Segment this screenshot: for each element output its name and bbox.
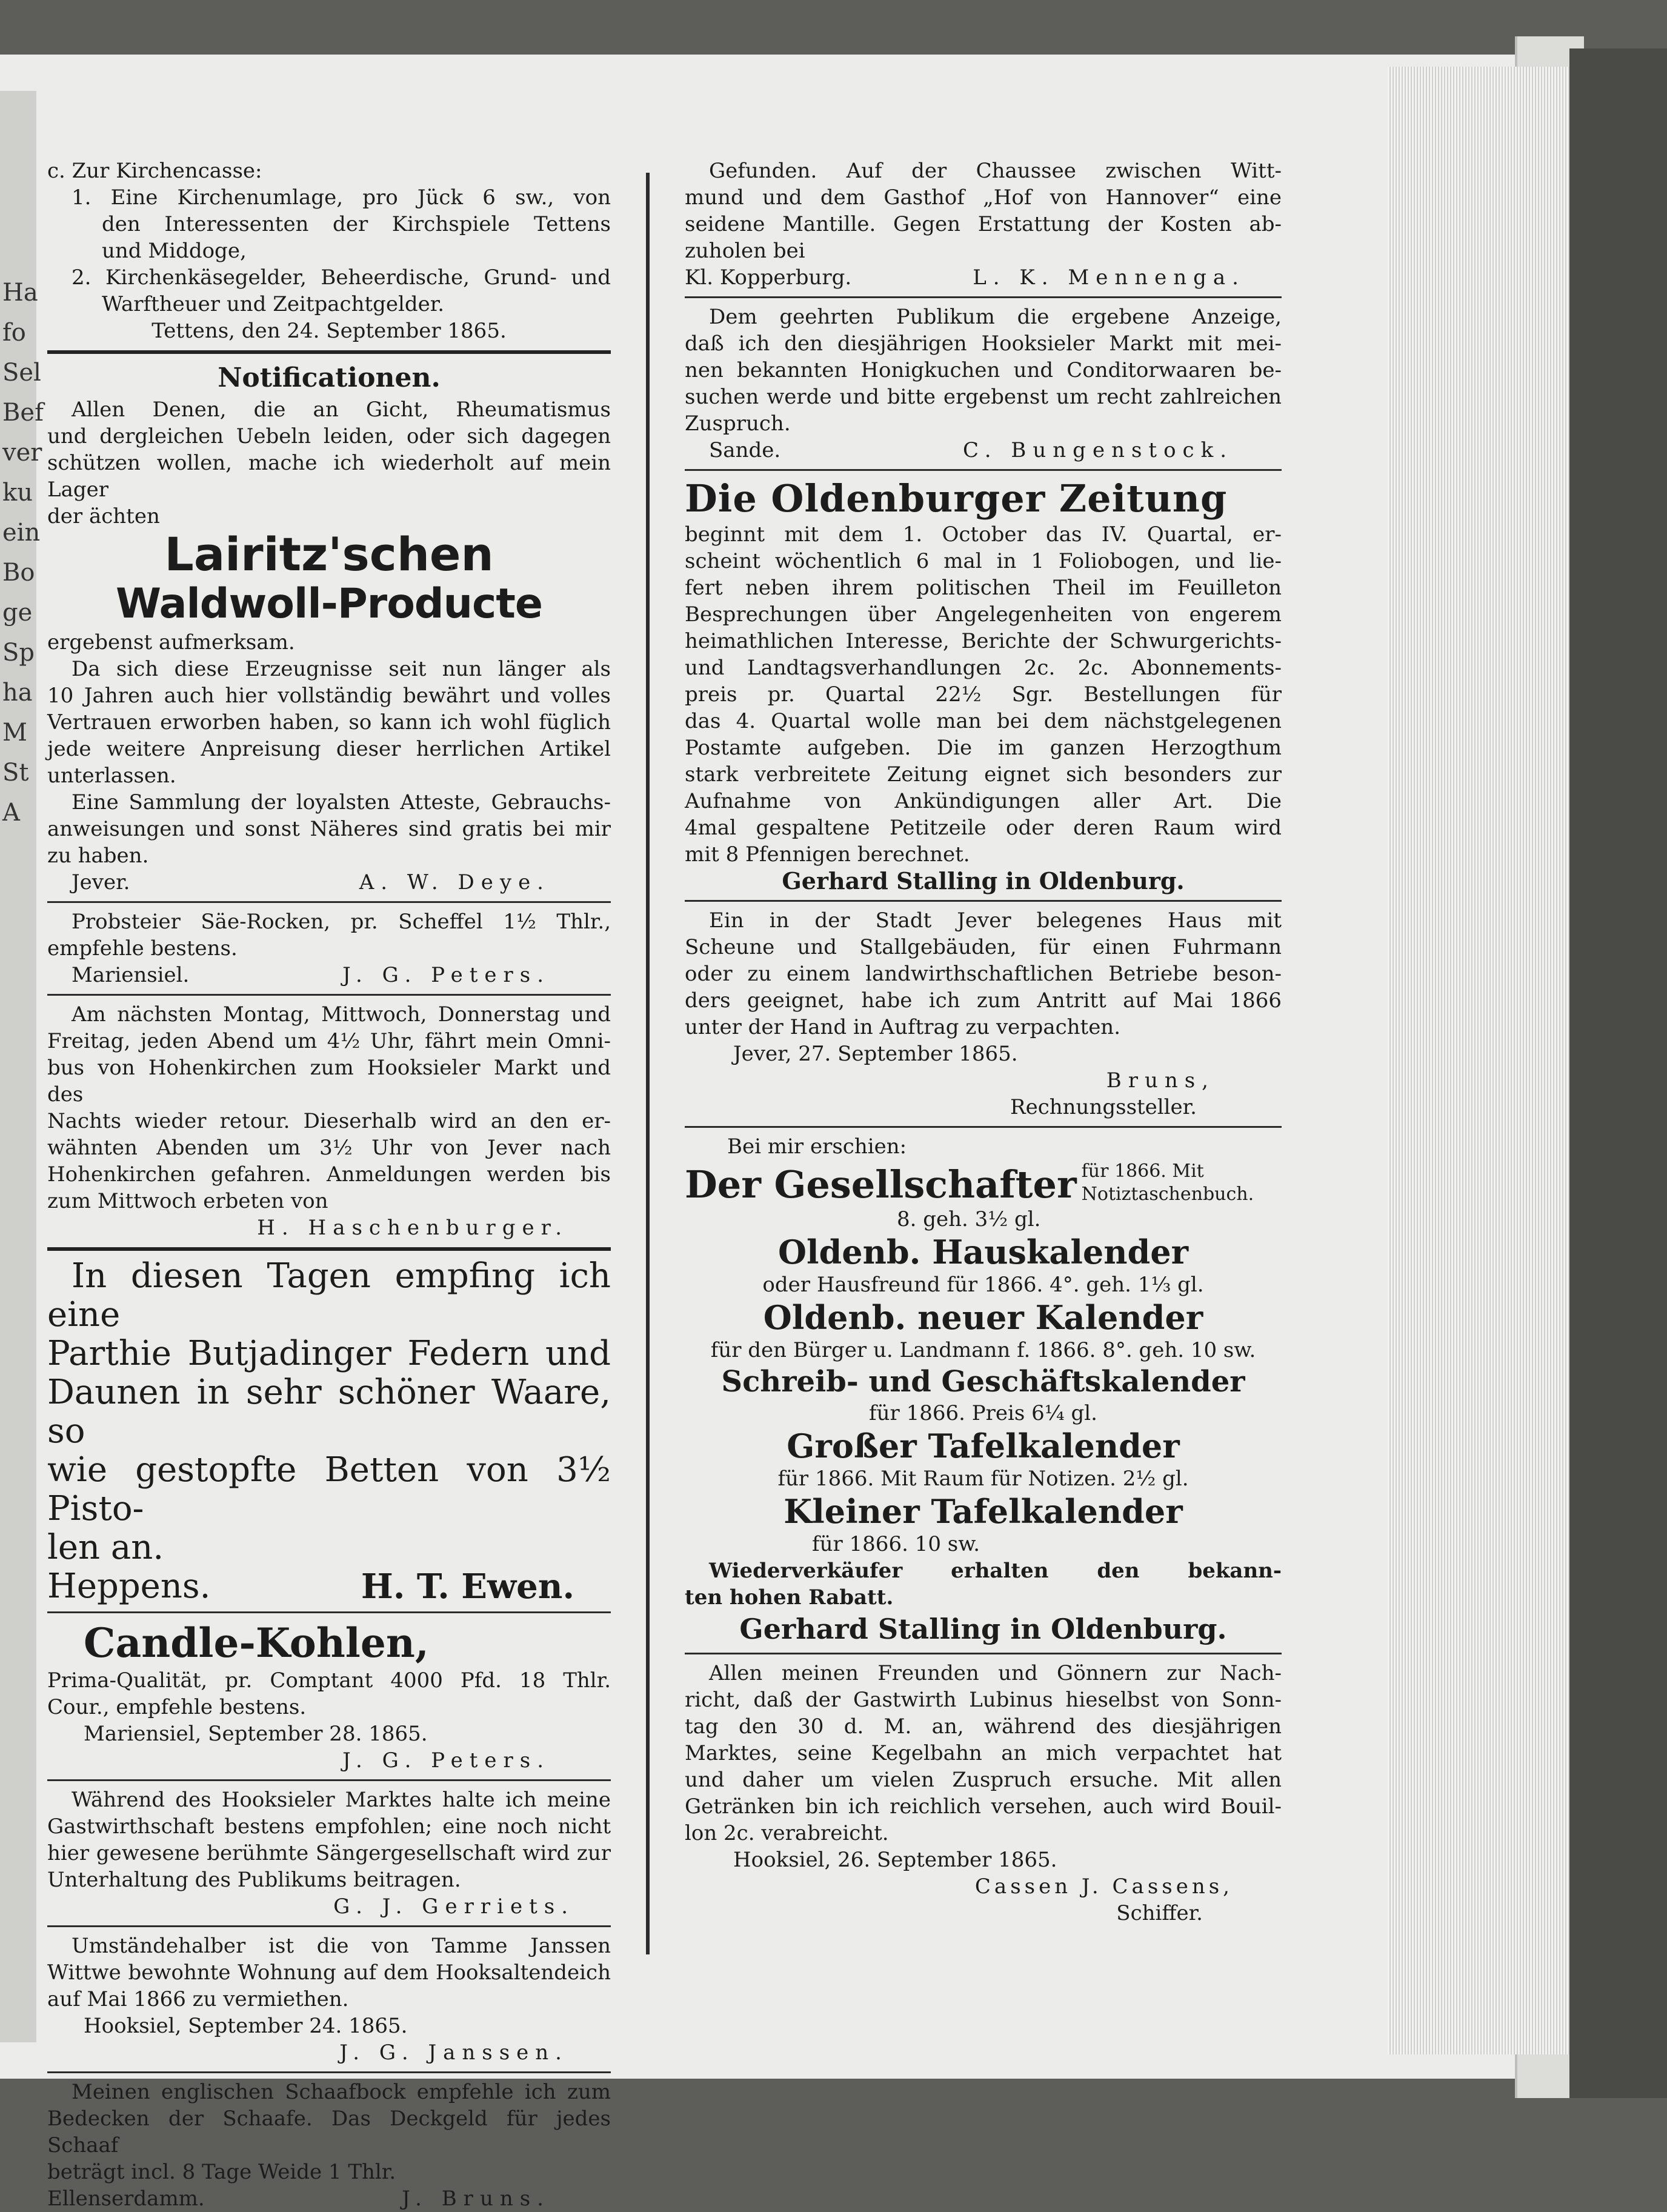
spine-fragment: ein (2, 519, 41, 547)
text-line: Gastwirthschaft bestens empfohlen; eine noch nicht (47, 1814, 611, 1839)
spine-fragment: Sp (2, 639, 35, 667)
signature: H. T. Ewen. (361, 1567, 574, 1607)
place-name: Sande. (709, 438, 781, 462)
honigkuchen-ad (685, 304, 1282, 464)
signature: Gerhard Stalling in Oldenburg. (782, 867, 1185, 894)
text-line: Eine Sammlung der loyalsten Atteste, Gebrauchs- (72, 790, 611, 815)
ad-divider (47, 1925, 611, 1927)
date-line: Hooksiel, 26. September 1865. (733, 1848, 1057, 1872)
date-line: Mariensiel, September 28. 1865. (84, 1722, 428, 1746)
text-line: zuholen bei (685, 239, 805, 263)
lairitz-ad (47, 360, 611, 896)
text-line: Umständehalber ist die von Tamme Janssen (72, 1934, 611, 1958)
text-line: Allen Denen, die an Gicht, Rheumatismus (72, 398, 611, 422)
wohnung-ad (47, 1933, 611, 2066)
signer-title: Rechnungssteller. (1010, 1095, 1197, 1119)
text-line: wähnten Abenden um 3½ Uhr von Jever nach (47, 1136, 611, 1160)
place-name: Kl. Kopperburg. (685, 265, 852, 290)
text-line: Bedecken der Schaafe. Das Deckgeld für jedes Schaaf (47, 2107, 611, 2157)
left-column (47, 158, 611, 2212)
date-line: Jever, 27. September 1865. (733, 1042, 1018, 1066)
text-line: den Interessenten der Kirchspiele Tettens (102, 212, 611, 236)
text-line: ergebenst aufmerksam. (47, 630, 295, 655)
text-line: Gefunden. Auf der Chaussee zwischen Witt- (709, 159, 1282, 183)
text-line: Aufnahme von Ankündigungen aller Art. Die (685, 789, 1282, 813)
text-line: auf Mai 1866 zu vermiethen. (47, 1987, 349, 2011)
text-line: Allen meinen Freunden und Gönnern zur Nach- (709, 1661, 1282, 1685)
text-line: seidene Mantille. Gegen Erstattung der Kosten ab- (685, 212, 1282, 236)
signer-title: Schiffer. (1116, 1901, 1203, 1925)
place-name: Jever. (72, 870, 130, 894)
text-line: Bei mir erschien: (727, 1134, 907, 1159)
text-line: preis pr. Quartal 22½ Sgr. Bestellungen für (685, 682, 1282, 707)
signature: Gerhard Stalling in Oldenburg. (739, 1613, 1227, 1645)
text-line: der ächten (47, 504, 160, 528)
text-line: und Landtagsverhandlungen 2c. 2c. Abonnements- (685, 656, 1282, 680)
date-line: Hooksiel, September 24. 1865. (84, 2014, 408, 2038)
book-detail: für 1866. Mit Raum für Notizen. 2½ gl. (777, 1467, 1189, 1491)
text-line: 4mal gespaltene Petitzeile oder deren Raum wird (685, 816, 1282, 840)
book-detail: Notiztaschenbuch. (1081, 1184, 1254, 1205)
text-line: scheint wöchentlich 6 mal in 1 Foliobogen, und lie- (685, 549, 1282, 573)
date-line: Tettens, den 24. September 1865. (151, 319, 507, 343)
schaafbock-ad (47, 2079, 611, 2212)
book-title: Schreib- und Geschäftskalender (721, 1365, 1245, 1399)
text-line: ders geeignet, habe ich zum Antritt auf Mai 1866 (685, 988, 1282, 1013)
previous-page-edge (0, 91, 44, 2042)
federn-ad (47, 1257, 611, 1606)
text-line: Cour., empfehle bestens. (47, 1695, 307, 1719)
signature: J. G. Peters. (342, 1748, 550, 1773)
text-line: unter der Hand in Auftrag zu verpachten. (685, 1015, 1121, 1039)
text-line: zum Mittwoch erbeten von (47, 1189, 328, 1213)
section-heading: Notificationen. (218, 362, 441, 393)
section-divider (47, 1247, 611, 1251)
section-divider (47, 350, 611, 354)
book-detail: für 1866. 10 sw. (812, 1532, 980, 1556)
book-detail: für den Bürger u. Landmann f. 1866. 8°. geh. 10 sw. (710, 1338, 1256, 1362)
spine-fragment: ha (2, 679, 33, 707)
text-line: anweisungen und sonst Näheres sind gratis bei mir (47, 817, 611, 841)
text-line: Postamte aufgeben. Die im ganzen Herzogthum (685, 736, 1282, 760)
book-title: Oldenb. Hauskalender (777, 1233, 1189, 1271)
text-line: 1. Eine Kirchenumlage, pro Jück 6 sw., von (72, 185, 611, 210)
text-line: nen bekannten Honigkuchen und Conditorwaaren be- (685, 358, 1282, 382)
text-line: Da sich diese Erzeugnisse seit nun länger als (72, 657, 611, 681)
book-cover (1569, 48, 1667, 2098)
text-line: Vertrauen erworben haben, so kann ich wohl füglich (47, 710, 611, 735)
ad-divider (47, 901, 611, 903)
text-line: fert neben ihrem politischen Theil im Feuilleton (685, 576, 1282, 600)
signature: G. J. Gerriets. (333, 1894, 574, 1919)
text-line: schützen wollen, mache ich wiederholt auf mein Lager (47, 451, 611, 502)
signature: Cassen J. Cassens, (974, 1874, 1233, 1899)
text-line: lon 2c. verabreicht. (685, 1821, 889, 1845)
text-line: unterlassen. (47, 764, 176, 788)
book-title: Kleiner Tafelkalender (784, 1492, 1183, 1531)
text-line: Freitag, jeden Abend um 4½ Uhr, fährt mein Omni- (47, 1029, 611, 1053)
text-line: Daunen in sehr schöner Waare, so (47, 1373, 611, 1451)
text-line: Wiederverkäufer erhalten den bekann- (709, 1559, 1282, 1583)
gefunden-ad (685, 158, 1282, 291)
text-line: beginnt mit dem 1. October das IV. Quartal, er- (685, 522, 1282, 547)
text-line: suchen werde und bitte ergebenst um recht zahlreichen (685, 385, 1282, 409)
ad-heading: Die Oldenburger Zeitung (685, 476, 1228, 521)
book-title: Oldenb. neuer Kalender (763, 1298, 1203, 1337)
book-detail: für 1866. Preis 6¼ gl. (869, 1401, 1097, 1425)
text-line: ten hohen Rabatt. (685, 1585, 894, 1610)
previous-page-fragments (2, 273, 44, 833)
spine-fragment: Sel (2, 359, 41, 387)
text-line: heimathlichen Interesse, Berichte der Schwurgerichts- (685, 629, 1282, 653)
ad-heading: Candle-Kohlen, (84, 1619, 429, 1667)
signature: Bruns, (1106, 1068, 1215, 1093)
zeitung-ad (685, 476, 1282, 894)
signature: H. Haschenburger. (257, 1216, 568, 1240)
book-price: 8. geh. 3½ gl. (897, 1207, 1041, 1231)
text-line: Prima-Qualität, pr. Comptant 4000 Pfd. 18 Thlr. (47, 1668, 611, 1693)
ad-divider (47, 1779, 611, 1781)
place-name: Ellenserdamm. (47, 2187, 205, 2211)
ad-divider (47, 2071, 611, 2073)
text-line: 10 Jahren auch hier vollständig bewährt und volles (47, 684, 611, 708)
book-title: Großer Tafelkalender (787, 1427, 1180, 1465)
text-line: Meinen englischen Schaafbock empfehle ich zum (72, 2080, 611, 2104)
text-line: Während des Hooksieler Marktes halte ich meine (72, 1788, 611, 1812)
page-block-edge (1388, 67, 1569, 2054)
ad-divider (685, 296, 1282, 298)
spine-fragment: fo (2, 319, 26, 347)
spine-fragment: ge (2, 599, 33, 627)
candle-ad (47, 1619, 611, 1774)
haus-ad (685, 907, 1282, 1121)
ad-divider (47, 994, 611, 996)
signature: L. K. Mennenga. (973, 265, 1245, 290)
signature: A. W. Deye. (359, 870, 550, 894)
place-name: Heppens. (47, 1567, 211, 1606)
text-line: Nachts wieder retour. Dieserhalb wird an den er- (47, 1109, 611, 1133)
text-line: und daher um vielen Zuspruch ersuche. Mit allen (685, 1768, 1282, 1792)
text-line: Zuspruch. (685, 411, 791, 436)
product-heading: Lairitz'schen (164, 527, 494, 581)
text-line: mund und dem Gasthof „Hof von Hannover“ eine (685, 185, 1282, 210)
text-line: Parthie Butjadinger Federn und (47, 1334, 611, 1373)
kirche-notice (47, 158, 611, 344)
text-line: Warftheuer und Zeitpachtgelder. (102, 292, 445, 316)
text-line: mit 8 Pfennigen berechnet. (685, 842, 970, 867)
signature: C. Bungenstock. (962, 438, 1233, 462)
text-line: c. Zur Kirchencasse: (47, 159, 262, 183)
text-line: Am nächsten Montag, Mittwoch, Donnerstag und (72, 1002, 611, 1027)
gastwirth-ad (47, 1787, 611, 1920)
spine-fragment: Bo (2, 559, 35, 587)
product-heading: Waldwoll-Producte (116, 580, 542, 628)
text-line: jede weitere Anpreisung dieser herrlichen Artikel (47, 737, 611, 761)
text-line: Getränken bin ich reichlich versehen, auch wird Bouil- (685, 1794, 1282, 1819)
spine-fragment: Ha (2, 279, 38, 307)
ad-divider (685, 1126, 1282, 1128)
text-line: Dem geehrten Publikum die ergebene Anzeige, (709, 305, 1282, 329)
text-line: 2. Kirchenkäsegelder, Beheerdische, Grund- und (72, 265, 611, 290)
text-line: Wittwe bewohnte Wohnung auf dem Hooksaltendeich (47, 1960, 611, 1985)
text-line: daß ich den diesjährigen Hooksieler Markt mit mei- (685, 331, 1282, 356)
text-line: Ein in der Stadt Jever belegenes Haus mit (709, 908, 1282, 933)
spine-fragment: ver (2, 439, 42, 467)
text-line: zu haben. (47, 844, 149, 868)
text-line: richt, daß der Gastwirth Lubinus hieselbst von Sonn- (685, 1688, 1282, 1712)
text-line: oder zu einem landwirthschaftlichen Betriebe beson- (685, 962, 1282, 986)
text-line: len an. (47, 1528, 164, 1567)
spine-fragment: M (2, 719, 27, 747)
ad-divider (685, 469, 1282, 471)
text-line: empfehle bestens. (47, 936, 238, 961)
signature: J. G. Janssen. (339, 2040, 568, 2065)
text-line: wie gestopfte Betten von 3½ Pisto- (47, 1450, 611, 1528)
text-line: Probsteier Säe-Rocken, pr. Scheffel 1½ Thlr., (72, 910, 611, 934)
text-line: In diesen Tagen empfing ich eine (47, 1256, 611, 1334)
book-detail: oder Hausfreund für 1866. 4°. geh. 1⅓ gl. (762, 1273, 1204, 1297)
signature: J. G. Peters. (342, 963, 550, 987)
spine-fragment: Bef (2, 399, 44, 427)
ad-divider (685, 1653, 1282, 1654)
text-line: Besprechungen über Angelegenheiten von engerem (685, 602, 1282, 627)
ad-divider (685, 900, 1282, 902)
text-line: beträgt incl. 8 Tage Weide 1 Thlr. (47, 2160, 396, 2184)
spine-fragment: St (2, 759, 29, 787)
text-line: Unterhaltung des Publikums beitragen. (47, 1868, 461, 1892)
kegelbahn-ad (685, 1660, 1282, 1927)
text-line: und Middoge, (102, 239, 247, 263)
spine-fragment: ku (2, 479, 33, 507)
text-line: Marktes, seine Kegelbahn an mich verpachtet hat (685, 1741, 1282, 1765)
text-line: Hohenkirchen gefahren. Anmeldungen werden bis (47, 1162, 611, 1187)
place-name: Mariensiel. (72, 963, 190, 987)
text-line: Scheune und Stallgebäuden, für einen Fuhrmann (685, 935, 1282, 959)
text-line: bus von Hohenkirchen zum Hooksieler Markt und des (47, 1056, 611, 1107)
roggen-ad (47, 908, 611, 988)
spine-fragment: A (2, 799, 20, 827)
omnibus-ad (47, 1001, 611, 1241)
text-line: das 4. Quartal wolle man bei dem nächstgelegenen (685, 709, 1282, 733)
kalender-ad (685, 1133, 1282, 1647)
column-rule (646, 173, 650, 1954)
ad-divider (47, 1611, 611, 1613)
book-detail: für 1866. Mit (1081, 1161, 1204, 1182)
right-column (685, 158, 1282, 1927)
book-title: Der Gesellschafter (685, 1162, 1077, 1207)
signature: J. Bruns. (402, 2187, 550, 2211)
text-line: tag den 30 d. M. an, während des diesjährigen (685, 1714, 1282, 1739)
text-line: stark verbreitete Zeitung eignet sich besonders zur (685, 762, 1282, 787)
text-line: und dergleichen Uebeln leiden, oder sich dagegen (47, 424, 611, 448)
text-line: hier gewesene berühmte Sängergesellschaft wird zur (47, 1841, 611, 1865)
